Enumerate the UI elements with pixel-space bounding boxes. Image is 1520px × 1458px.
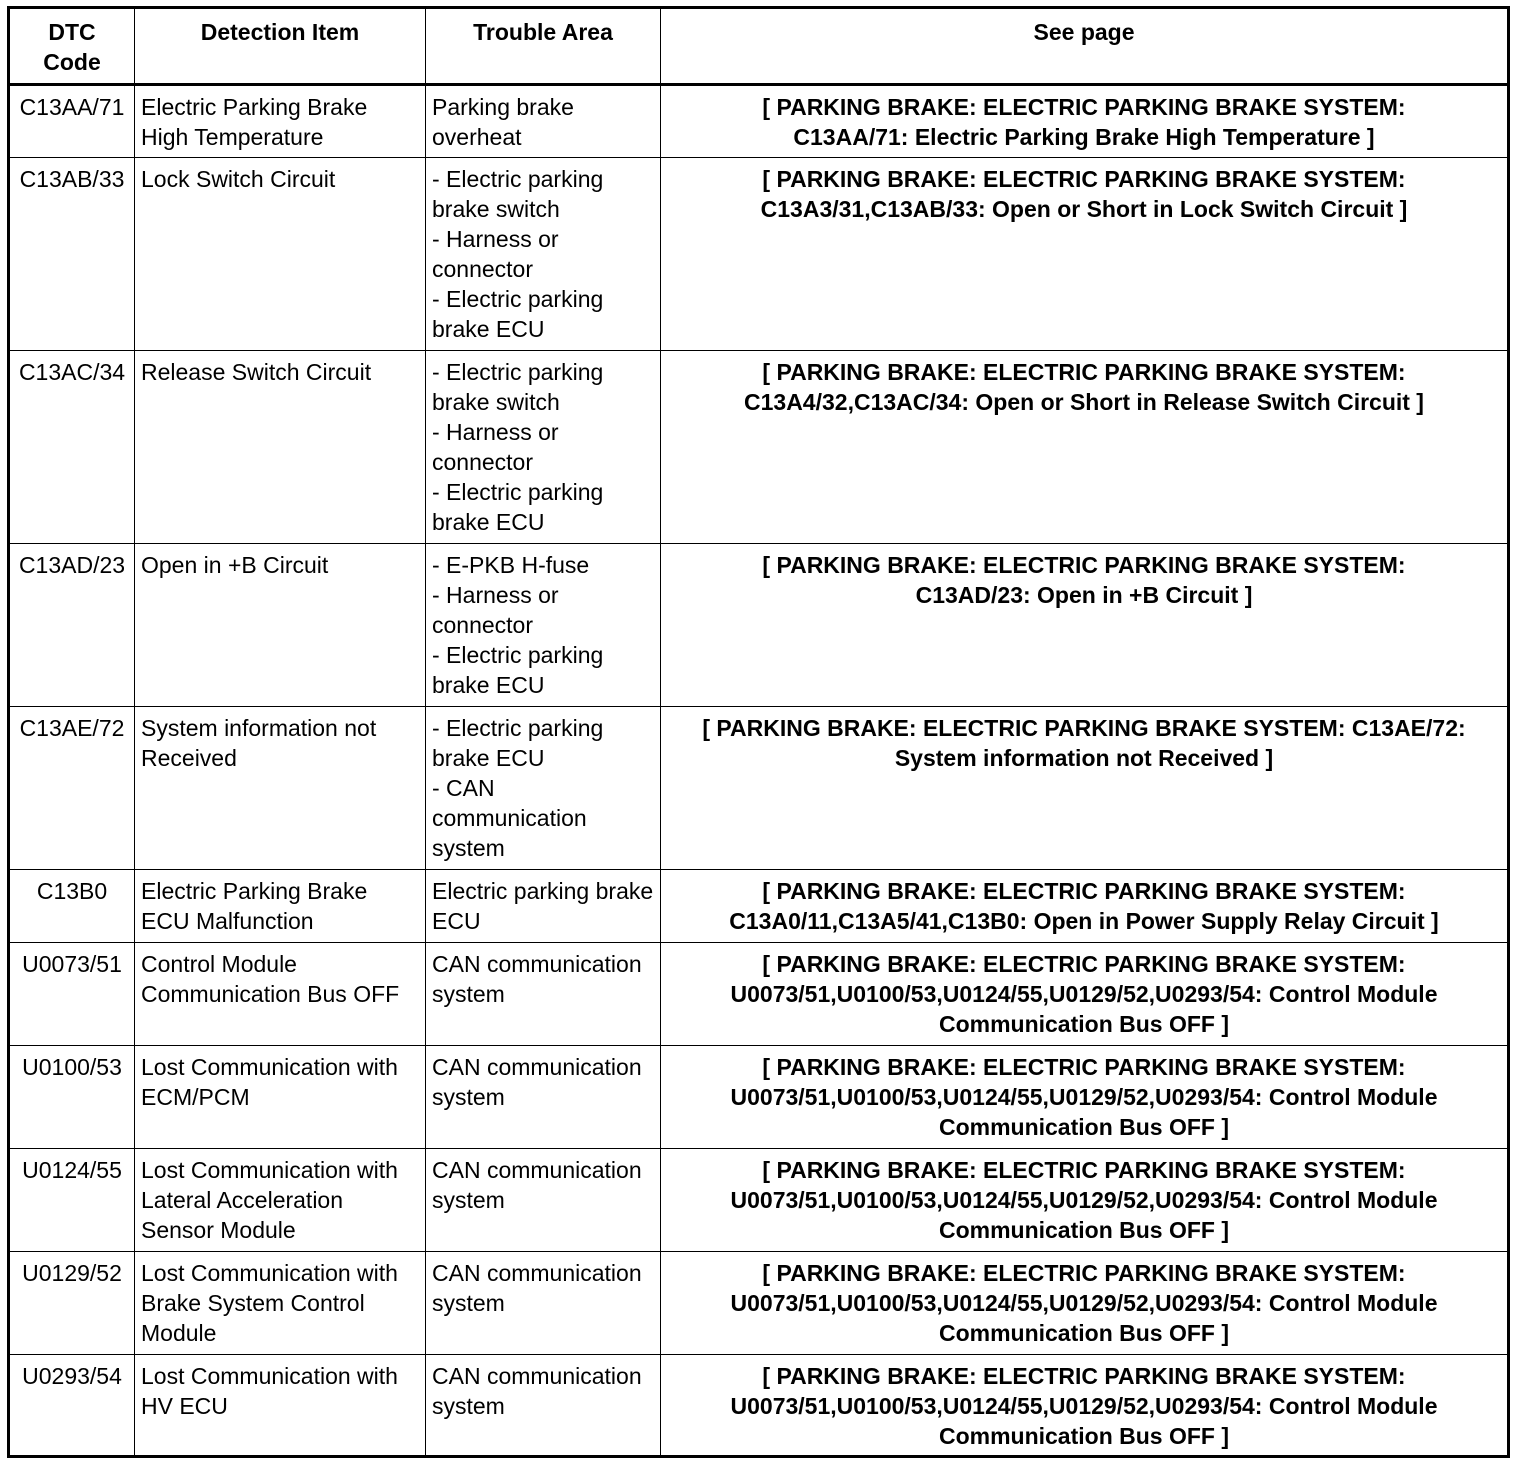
- header-dtc-code-line1: DTC: [48, 19, 96, 45]
- see-page-link-line: Communication Bus OFF ]: [938, 1423, 1230, 1449]
- header-detection-item: Detection Item: [135, 8, 426, 85]
- see-page-link-line: Communication Bus OFF ]: [938, 1217, 1230, 1243]
- see-page-link-line: C13AD/23: Open in +B Circuit ]: [915, 582, 1253, 608]
- detection-item-cell: System information not Received: [135, 707, 426, 870]
- trouble-area-entry: CAN communication system: [432, 1260, 642, 1316]
- see-page-link-line: [ PARKING BRAKE: ELECTRIC PARKING BRAKE SYSTEM:: [762, 552, 1406, 578]
- header-dtc-code-line2: Code: [43, 49, 101, 75]
- see-page-cell: [661, 1252, 1509, 1355]
- trouble-area-entry: - CAN communication system: [432, 775, 587, 861]
- trouble-area-entry: - Harness or connector: [432, 226, 559, 282]
- trouble-area-cell: [426, 1355, 661, 1457]
- table-row: [9, 943, 1509, 1046]
- header-see-page: See page: [661, 8, 1509, 85]
- detection-item-cell: Electric Parking Brake ECU Malfunction: [135, 870, 426, 943]
- see-page-link-line: U0073/51,U0100/53,U0124/55,U0129/52,U0293/54: Control Module: [730, 981, 1438, 1007]
- see-page-link-line: [ PARKING BRAKE: ELECTRIC PARKING BRAKE SYSTEM:: [762, 166, 1406, 192]
- header-dtc-code: [9, 8, 135, 85]
- table-row: [9, 1149, 1509, 1252]
- see-page-link-line: [ PARKING BRAKE: ELECTRIC PARKING BRAKE SYSTEM: C13AE/72:: [702, 715, 1466, 741]
- see-page-cell: [661, 707, 1509, 870]
- table-row: [9, 1046, 1509, 1149]
- table-row: [9, 351, 1509, 544]
- table-row: [9, 544, 1509, 707]
- trouble-area-entry: - Electric parking brake ECU: [432, 642, 604, 698]
- see-page-link-line: Communication Bus OFF ]: [938, 1011, 1230, 1037]
- detection-item-cell: Open in +B Circuit: [135, 544, 426, 707]
- see-page-link[interactable]: [667, 1258, 1501, 1348]
- trouble-area-cell: [426, 544, 661, 707]
- see-page-link-line: C13A3/31,C13AB/33: Open or Short in Lock Switch Circuit ]: [760, 196, 1408, 222]
- dtc-code-cell: C13AC/34: [9, 351, 135, 544]
- table-row: [9, 85, 1509, 158]
- trouble-area-entry: CAN communication system: [432, 1363, 642, 1419]
- see-page-cell: [661, 1149, 1509, 1252]
- trouble-area-entry: CAN communication system: [432, 1054, 642, 1110]
- see-page-link[interactable]: [667, 1155, 1501, 1245]
- see-page-cell: [661, 943, 1509, 1046]
- trouble-area-entry: - E-PKB H-fuse: [432, 552, 590, 578]
- dtc-code-cell: U0293/54: [9, 1355, 135, 1457]
- see-page-link-line: [ PARKING BRAKE: ELECTRIC PARKING BRAKE SYSTEM:: [762, 94, 1406, 120]
- detection-item-cell: Lost Communication with HV ECU: [135, 1355, 426, 1457]
- see-page-cell: [661, 351, 1509, 544]
- see-page-cell: [661, 1355, 1509, 1457]
- trouble-area-cell: [426, 943, 661, 1046]
- header-row: [9, 8, 1509, 85]
- dtc-code-cell: U0129/52: [9, 1252, 135, 1355]
- see-page-cell: [661, 1046, 1509, 1149]
- table-body: [9, 85, 1509, 1457]
- dtc-code-cell: U0100/53: [9, 1046, 135, 1149]
- see-page-link-line: U0073/51,U0100/53,U0124/55,U0129/52,U0293/54: Control Module: [730, 1393, 1438, 1419]
- see-page-link-line: U0073/51,U0100/53,U0124/55,U0129/52,U0293/54: Control Module: [730, 1187, 1438, 1213]
- table-row: [9, 158, 1509, 351]
- see-page-link[interactable]: [667, 1361, 1501, 1451]
- dtc-code-cell: C13B0: [9, 870, 135, 943]
- see-page-link-line: Communication Bus OFF ]: [938, 1320, 1230, 1346]
- see-page-link-line: C13A4/32,C13AC/34: Open or Short in Release Switch Circuit ]: [744, 389, 1424, 415]
- trouble-area-entry: - Electric parking brake switch: [432, 166, 604, 222]
- trouble-area-cell: [426, 85, 661, 158]
- header-trouble-area: Trouble Area: [426, 8, 661, 85]
- dtc-table: [7, 6, 1510, 1458]
- trouble-area-entry: - Harness or connector: [432, 419, 559, 475]
- trouble-area-entry: - Electric parking brake ECU: [432, 286, 604, 342]
- trouble-area-entry: CAN communication system: [432, 1157, 642, 1213]
- see-page-link[interactable]: [667, 164, 1501, 224]
- dtc-code-cell: C13AE/72: [9, 707, 135, 870]
- see-page-link[interactable]: [667, 92, 1501, 152]
- see-page-link-line: [ PARKING BRAKE: ELECTRIC PARKING BRAKE SYSTEM:: [762, 951, 1406, 977]
- table-header: [9, 8, 1509, 85]
- trouble-area-cell: [426, 351, 661, 544]
- see-page-link[interactable]: [667, 1052, 1501, 1142]
- trouble-area-cell: [426, 158, 661, 351]
- see-page-link-line: U0073/51,U0100/53,U0124/55,U0129/52,U0293/54: Control Module: [730, 1084, 1438, 1110]
- see-page-link[interactable]: [667, 949, 1501, 1039]
- dtc-code-cell: C13AA/71: [9, 85, 135, 158]
- see-page-cell: [661, 870, 1509, 943]
- see-page-link-line: [ PARKING BRAKE: ELECTRIC PARKING BRAKE SYSTEM:: [762, 878, 1406, 904]
- dtc-code-cell: U0124/55: [9, 1149, 135, 1252]
- trouble-area-cell: [426, 1252, 661, 1355]
- see-page-link[interactable]: [667, 357, 1501, 417]
- trouble-area-cell: [426, 1149, 661, 1252]
- detection-item-cell: Lost Communication with Lateral Acceleration Sensor Module: [135, 1149, 426, 1252]
- see-page-link-line: C13AA/71: Electric Parking Brake High Temperature ]: [793, 124, 1375, 150]
- dtc-code-cell: C13AB/33: [9, 158, 135, 351]
- see-page-link-line: System information not Received ]: [894, 745, 1274, 771]
- see-page-link-line: [ PARKING BRAKE: ELECTRIC PARKING BRAKE SYSTEM:: [762, 1157, 1406, 1183]
- detection-item-cell: Release Switch Circuit: [135, 351, 426, 544]
- trouble-area-entry: Parking brake overheat: [432, 94, 574, 150]
- trouble-area-entry: - Electric parking brake ECU: [432, 715, 604, 771]
- see-page-link[interactable]: [667, 876, 1501, 936]
- trouble-area-entry: CAN communication system: [432, 951, 642, 1007]
- table-row: [9, 707, 1509, 870]
- trouble-area-entry: - Electric parking brake switch: [432, 359, 604, 415]
- table-row: [9, 1252, 1509, 1355]
- trouble-area-entry: - Harness or connector: [432, 582, 559, 638]
- see-page-cell: [661, 158, 1509, 351]
- dtc-code-cell: U0073/51: [9, 943, 135, 1046]
- see-page-cell: [661, 544, 1509, 707]
- see-page-link-line: [ PARKING BRAKE: ELECTRIC PARKING BRAKE SYSTEM:: [762, 1260, 1406, 1286]
- table-row: [9, 870, 1509, 943]
- trouble-area-cell: [426, 1046, 661, 1149]
- detection-item-cell: Lost Communication with ECM/PCM: [135, 1046, 426, 1149]
- detection-item-cell: Lock Switch Circuit: [135, 158, 426, 351]
- table-row: [9, 1355, 1509, 1457]
- detection-item-cell: Lost Communication with Brake System Control Module: [135, 1252, 426, 1355]
- dtc-code-cell: C13AD/23: [9, 544, 135, 707]
- see-page-link-line: U0073/51,U0100/53,U0124/55,U0129/52,U0293/54: Control Module: [730, 1290, 1438, 1316]
- see-page-link-line: Communication Bus OFF ]: [938, 1114, 1230, 1140]
- see-page-link[interactable]: [667, 713, 1501, 773]
- trouble-area-cell: [426, 707, 661, 870]
- detection-item-cell: Control Module Communication Bus OFF: [135, 943, 426, 1046]
- see-page-link-line: C13A0/11,C13A5/41,C13B0: Open in Power Supply Relay Circuit ]: [729, 908, 1439, 934]
- see-page-link-line: [ PARKING BRAKE: ELECTRIC PARKING BRAKE SYSTEM:: [762, 1054, 1406, 1080]
- see-page-cell: [661, 85, 1509, 158]
- trouble-area-entry: - Electric parking brake ECU: [432, 479, 604, 535]
- trouble-area-entry: Electric parking brake ECU: [432, 878, 654, 934]
- see-page-link-line: [ PARKING BRAKE: ELECTRIC PARKING BRAKE SYSTEM:: [762, 359, 1406, 385]
- see-page-link[interactable]: [667, 550, 1501, 610]
- see-page-link-line: [ PARKING BRAKE: ELECTRIC PARKING BRAKE SYSTEM:: [762, 1363, 1406, 1389]
- detection-item-cell: Electric Parking Brake High Temperature: [135, 85, 426, 158]
- trouble-area-cell: [426, 870, 661, 943]
